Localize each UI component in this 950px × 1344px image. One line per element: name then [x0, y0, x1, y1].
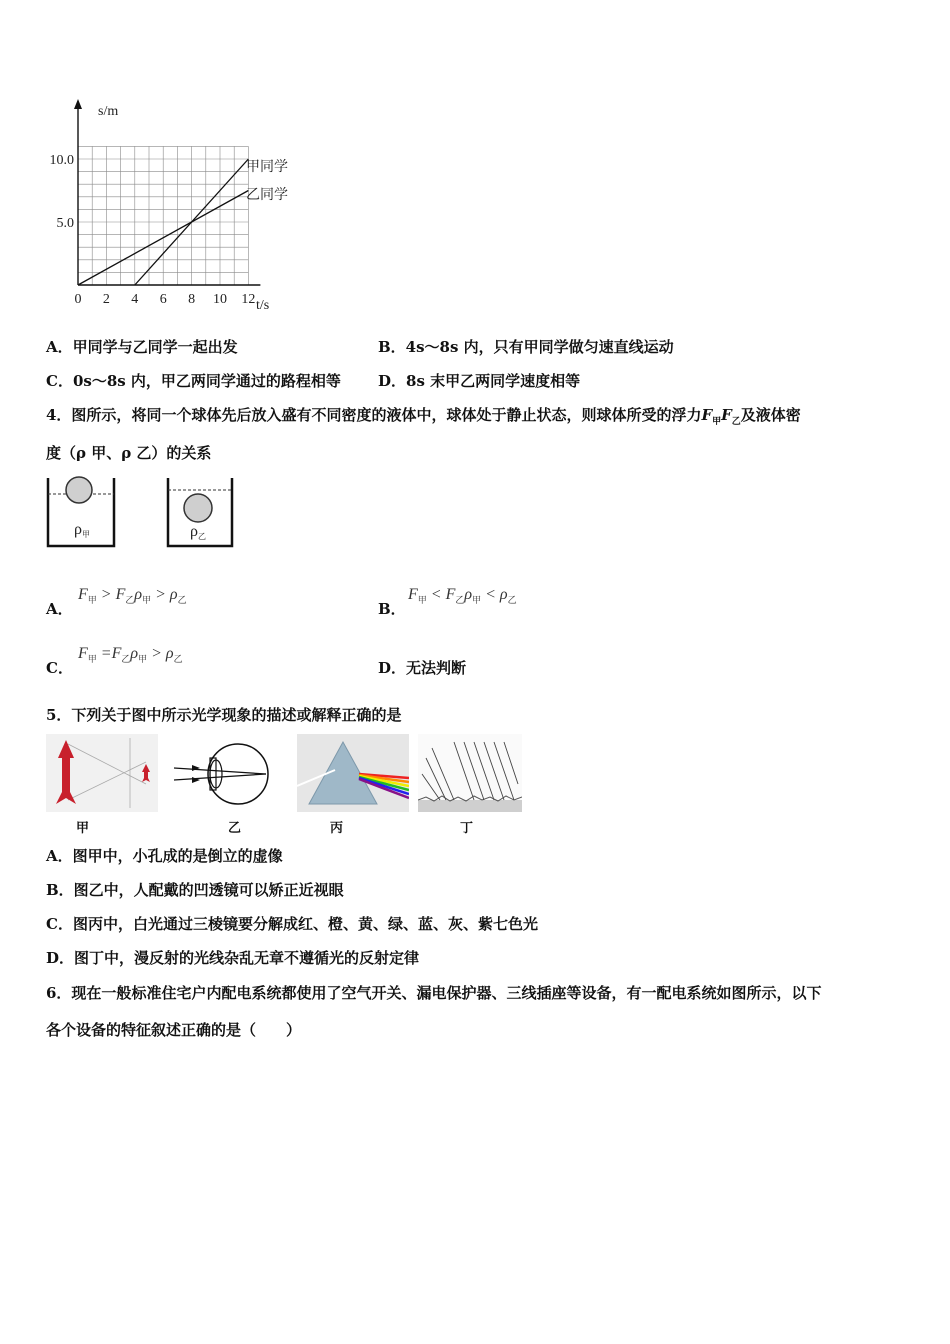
q3-option-b[interactable]: B．4s～8s 内，只有甲同学做匀速直线运动: [378, 338, 674, 356]
q3-option-a[interactable]: A．甲同学与乙同学一起出发: [46, 338, 238, 356]
y-tick-label: 10.0: [49, 153, 74, 168]
beaker-left-label: ρ甲: [74, 521, 90, 539]
q5-option-b[interactable]: B．图乙中，人配戴的凹透镜可以矫正近视眼: [46, 881, 344, 899]
caption-jia: 甲: [76, 821, 90, 836]
x-tick-label: 0: [74, 292, 82, 307]
caption-bing: 丙: [330, 821, 344, 836]
beaker-right-label: ρ乙: [190, 523, 206, 541]
legend-jia: 甲同学: [246, 160, 288, 175]
x-tick-label: 6: [159, 292, 167, 307]
q4-stem-line1: 4．图所示，将同一个球体先后放入盛有不同密度的液体中，球体处于静止状态，则球体所受的浮力$F_甲F_乙$及液体密: [46, 406, 801, 427]
beaker-left: [48, 477, 114, 546]
q5-stem: 5．下列关于图中所示光学现象的描述或解释正确的是: [46, 706, 402, 724]
y-tick-labels: [50, 153, 75, 231]
x-tick-labels: [75, 292, 256, 307]
q4-option-c-formula: $F_甲 =F_乙\rho_甲 > \rho_乙$: [78, 645, 183, 665]
beaker-diagram: [44, 474, 244, 552]
x-axis-label: t/s: [256, 298, 270, 313]
q3-option-c[interactable]: C．0s～8s 内，甲乙两同学通过的路程相等: [46, 372, 341, 390]
x-tick-label: 4: [131, 292, 139, 307]
q4-option-a-formula: $F_甲 > F_乙\rho_甲 > \rho_乙$: [78, 586, 187, 606]
x-tick-label: 2: [102, 292, 110, 307]
diffuse-reflection-figure: [418, 734, 522, 812]
q6-stem-line2: 各个设备的特征叙述正确的是（ ）: [46, 1021, 302, 1039]
q4-stem-line2: 度（ρ 甲、ρ 乙）的关系: [46, 444, 212, 462]
caption-yi: 乙: [228, 821, 242, 836]
eye-lens-figure: [170, 736, 282, 812]
q4-option-a-letter[interactable]: A．: [46, 600, 73, 618]
q5-option-d[interactable]: D．图丁中，漫反射的光线杂乱无章不遵循光的反射定律: [46, 949, 420, 967]
x-tick-label: 12: [241, 292, 256, 307]
caption-ding: 丁: [460, 821, 474, 836]
x-tick-label: 8: [188, 292, 196, 307]
y-tick-label: 5.0: [56, 216, 74, 231]
y-axis-arrow: [74, 99, 82, 109]
prism-figure: [297, 734, 409, 812]
s-t-chart: [40, 95, 300, 320]
chart-grid: [78, 146, 248, 285]
q4-option-c-letter[interactable]: C．: [46, 659, 73, 677]
legend-yi: 乙同学: [246, 188, 288, 203]
q3-option-d[interactable]: D．8s 末甲乙两同学速度相等: [378, 372, 581, 390]
q5-option-a[interactable]: A．图甲中，小孔成的是倒立的虚像: [46, 847, 283, 865]
beaker-right: [168, 478, 232, 546]
y-axis-label: s/m: [98, 104, 119, 119]
q6-stem-line1: 6．现在一般标准住宅户内配电系统都使用了空气开关、漏电保护器、三线插座等设备，有一配电系统如图所示，以下: [46, 984, 822, 1002]
q4-option-b-formula: $F_甲 < F_乙\rho_甲 < \rho_乙$: [408, 586, 517, 606]
q4-option-d[interactable]: D．无法判断: [378, 659, 467, 677]
chart-axes: [74, 99, 260, 285]
pinhole-figure: [46, 734, 158, 812]
x-tick-label: 10: [213, 292, 227, 307]
q5-option-c[interactable]: C．图丙中，白光通过三棱镜要分解成红、橙、黄、绿、蓝、灰、紫七色光: [46, 915, 538, 933]
q4-option-b-letter[interactable]: B．: [378, 600, 406, 618]
